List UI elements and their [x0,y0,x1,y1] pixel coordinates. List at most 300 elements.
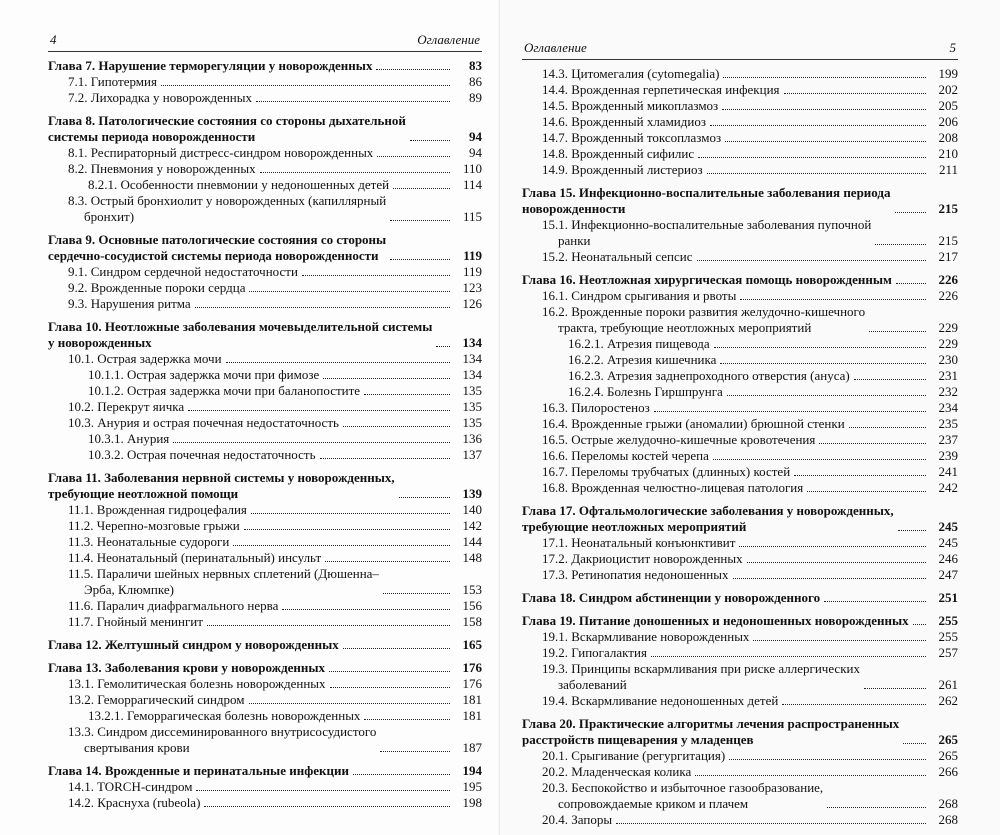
toc-entry-title [542,535,735,551]
toc-page-number: 156 [462,598,482,613]
dot-leader [713,459,926,460]
toc-entry-title [542,432,815,448]
toc-page-number: 268 [938,796,958,811]
toc-page-number: 217 [938,249,958,264]
dot-leader [747,562,926,563]
toc-entry-title-continuation: новорожденности [522,201,626,216]
toc-section-entry[interactable] [522,432,958,448]
toc-entry-title-line: 8.2.1. Особенности пневмонии у недоношенных детей [88,177,390,192]
toc-entry-title [542,146,694,162]
dot-leader [399,497,450,498]
toc-section-entry[interactable] [522,66,958,82]
toc-entry-title [568,336,710,352]
toc-page-number: 266 [938,764,958,779]
dot-leader [720,363,926,364]
toc-chapter-entry[interactable] [48,470,482,502]
dot-leader [729,759,926,760]
dot-leader [903,743,926,744]
toc-section-entry[interactable] [522,780,958,812]
toc-section-entry[interactable] [522,416,958,432]
toc-entry-title-line: 9.3. Нарушения ритма [68,296,191,311]
toc-entry-title [68,724,376,756]
toc-entry-title [48,113,406,145]
toc-entry-title [68,550,321,566]
toc-entry-title [542,764,691,780]
toc-entry-title-line: 19.3. Принципы вскармливания при риске аллергических [542,661,860,676]
toc-section-entry[interactable] [48,415,482,431]
toc-page-number: 235 [938,416,958,431]
table-of-contents-right [522,66,958,828]
toc-page-number: 242 [938,480,958,495]
toc-section-entry[interactable] [522,146,958,162]
toc-section-entry[interactable] [48,676,482,692]
toc-section-entry[interactable] [48,566,482,598]
dot-leader [364,719,450,720]
toc-entry-title-line: 11.4. Неонатальный (перинатальный) инсульт [68,550,322,565]
toc-page-number: 194 [462,763,482,778]
dot-leader [329,671,450,672]
toc-entry-title-line: 10.1. Острая задержка мочи [68,351,222,366]
toc-section-entry[interactable] [522,551,958,567]
toc-page-number: 257 [938,645,958,660]
toc-entry-title [88,383,360,399]
toc-entry-title [542,448,709,464]
toc-entry-title-line: 10.1.2. Острая задержка мочи при баланопостите [88,383,361,398]
toc-entry-title [48,637,339,653]
toc-entry-title [68,502,247,518]
dot-leader [864,688,926,689]
toc-entry-title [68,614,203,630]
dot-leader [410,140,450,141]
dot-leader [173,442,450,443]
toc-entry-title [542,66,719,82]
page-number: 4 [50,32,57,47]
toc-entry-title-line: Глава 13. Заболевания крови у новорожденных [48,660,326,675]
toc-entry-title-line: 13.3. Синдром диссеминированного внутрисосудистого [68,724,377,739]
toc-page-number: 94 [469,129,482,144]
toc-section-entry[interactable] [48,550,482,566]
toc-entry-title-line: Глава 7. Нарушение терморегуляции у новорожденных [48,58,373,73]
toc-entry-title [68,351,222,367]
toc-entry-title [68,264,298,280]
toc-section-entry[interactable] [522,567,958,583]
dot-leader [195,307,450,308]
toc-page-number: 215 [938,233,958,248]
toc-section-entry[interactable] [48,367,482,383]
toc-entry-title-line: 11.7. Гнойный менингит [68,614,203,629]
toc-section-entry[interactable] [522,384,958,400]
dot-leader [794,475,926,476]
toc-entry-title-line: Глава 8. Патологические состояния со стороны дыхательной [48,113,406,128]
toc-entry-title-line: 14.2. Краснуха (rubeola) [68,795,201,810]
toc-chapter-entry[interactable] [48,660,482,676]
toc-entry-title-line: Глава 17. Офтальмологические заболевания у новорожденных, [522,503,894,518]
toc-section-entry[interactable] [48,431,482,447]
toc-entry-title [68,779,192,795]
toc-section-entry[interactable] [48,795,482,811]
toc-page-number: 158 [462,614,482,629]
toc-entry-title [68,415,339,431]
toc-entry-title [48,470,395,502]
toc-entry-title [522,590,820,606]
toc-entry-title-line: 14.3. Цитомегалия (cytomegalia) [542,66,720,81]
toc-section-entry[interactable] [522,98,958,114]
toc-entry-title-line: Глава 19. Питание доношенных и недоношенных новорожденных [522,613,909,628]
toc-page-number: 140 [462,502,482,517]
toc-page-number: 134 [462,335,482,350]
toc-section-entry[interactable] [522,368,958,384]
dot-leader [233,545,450,546]
toc-entry-title-line: 16.2.3. Атрезия заднепроходного отверстия (ануса) [568,368,850,383]
toc-entry-title-line: 11.6. Паралич диафрагмального нерва [68,598,279,613]
toc-entry-title [88,431,169,447]
toc-entry-title [542,400,650,416]
toc-entry-title-line: 10.3. Анурия и острая почечная недостаточность [68,415,339,430]
dot-leader [383,593,450,594]
toc-entry-title [68,90,252,106]
toc-entry-title [68,161,256,177]
toc-page-number: 144 [462,534,482,549]
toc-chapter-entry[interactable] [48,232,482,264]
toc-entry-title [68,692,245,708]
toc-entry-title-line: Глава 10. Неотложные заболевания мочевыделительной системы [48,319,433,334]
toc-section-entry[interactable] [48,724,482,756]
dot-leader [282,609,450,610]
toc-page-number: 123 [462,280,482,295]
toc-entry-title-line: 20.3. Беспокойство и избыточное газообразование, [542,780,824,795]
toc-chapter-entry[interactable] [522,185,958,217]
toc-entry-title [68,74,157,90]
toc-section-entry[interactable] [48,779,482,795]
toc-entry-title-line: 14.6. Врожденный хламидиоз [542,114,706,129]
dot-leader [244,529,450,530]
toc-entry-title-line: 10.3.2. Острая почечная недостаточность [88,447,316,462]
dot-leader [727,395,926,396]
toc-entry-title [88,177,389,193]
dot-leader [827,807,926,808]
toc-entry-title [68,795,200,811]
toc-entry-title-line: 14.9. Врожденный листериоз [542,162,703,177]
toc-entry-title-line: 16.5. Острые желудочно-кишечные кровотечения [542,432,816,447]
toc-entry-title-line: 11.3. Неонатальные судороги [68,534,230,549]
toc-entry-title-line: 19.4. Вскармливание недоношенных детей [542,693,779,708]
dot-leader [740,299,926,300]
dot-leader [913,624,926,625]
toc-section-entry[interactable] [522,812,958,828]
toc-entry-title-continuation: требующие неотложных мероприятий [522,519,747,534]
toc-page-number: 255 [938,629,958,644]
toc-page-number: 246 [938,551,958,566]
running-head: Оглавление [417,32,480,47]
toc-chapter-entry[interactable] [48,113,482,145]
toc-entry-title-line: 14.5. Врожденный микоплазмоз [542,98,719,113]
toc-page-number: 226 [938,272,958,287]
toc-section-entry[interactable] [522,288,958,304]
toc-entry-title-line: 16.3. Пилоростеноз [542,400,650,415]
dot-leader [353,774,450,775]
toc-entry-title-continuation: ранки [558,233,591,248]
toc-page-number: 210 [938,146,958,161]
toc-section-entry[interactable] [48,264,482,280]
toc-section-entry[interactable] [48,399,482,415]
toc-page-number: 245 [938,519,958,534]
toc-entry-title [48,58,372,74]
toc-entry-title [542,114,706,130]
toc-entry-title-line: 10.1.1. Острая задержка мочи при фимозе [88,367,320,382]
toc-page-number: 255 [938,613,958,628]
toc-entry-title-line: 10.2. Перекрут яичка [68,399,185,414]
toc-entry-title-line: 14.8. Врожденный сифилис [542,146,695,161]
dot-leader [854,379,926,380]
toc-entry-title [542,464,790,480]
toc-page-number: 215 [938,201,958,216]
toc-entry-title [48,660,325,676]
toc-section-entry[interactable] [522,352,958,368]
toc-page-number: 135 [462,383,482,398]
toc-chapter-entry[interactable] [48,319,482,351]
dot-leader [824,601,926,602]
toc-page-number: 261 [938,677,958,692]
toc-entry-title-line: Глава 9. Основные патологические состояния со стороны [48,232,387,247]
dot-leader [875,244,926,245]
toc-entry-title-line: 16.8. Врожденная челюстно-лицевая патология [542,480,804,495]
toc-entry-title [542,249,693,265]
toc-entry-title [68,399,184,415]
toc-page-number: 205 [938,98,958,113]
toc-section-entry[interactable] [522,400,958,416]
toc-entry-title-line: 11.5. Параличи шейных нервных сплетений (Дюшенна– [68,566,379,581]
dot-leader [251,513,450,514]
dot-leader [226,362,450,363]
dot-leader [695,775,926,776]
toc-entry-title [522,503,894,535]
toc-page-number: 206 [938,114,958,129]
toc-entry-title-continuation: расстройств пищеварения у младенцев [522,732,754,747]
toc-page-number: 230 [938,352,958,367]
toc-page-number: 176 [462,676,482,691]
toc-section-entry[interactable] [522,535,958,551]
dot-leader [188,410,450,411]
toc-section-entry[interactable] [48,193,482,225]
toc-entry-title-line: Глава 16. Неотложная хирургическая помощь новорожденным [522,272,892,287]
toc-section-entry[interactable] [522,217,958,249]
toc-entry-title [522,716,899,748]
dot-leader [869,331,926,332]
dot-leader [249,703,451,704]
toc-entry-title-line: Глава 12. Желтушный синдром у новорожденных [48,637,339,652]
toc-entry-title-line: 10.3.1. Анурия [88,431,170,446]
toc-entry-title-line: Глава 11. Заболевания нервной системы у новорожденных, [48,470,395,485]
dot-leader [320,458,450,459]
toc-page-number: 198 [462,795,482,810]
toc-entry-title [568,384,723,400]
toc-page-number: 110 [462,161,482,176]
toc-page-number: 187 [462,740,482,755]
toc-section-entry[interactable] [48,708,482,724]
toc-section-entry[interactable] [522,645,958,661]
toc-entry-title [542,304,865,336]
toc-page-number: 265 [938,748,958,763]
toc-entry-title-line: 11.2. Черепно-мозговые грыжи [68,518,240,533]
toc-section-entry[interactable] [48,692,482,708]
toc-page-number: 119 [462,264,482,279]
toc-section-entry[interactable] [522,336,958,352]
dot-leader [377,156,450,157]
toc-section-entry[interactable] [48,161,482,177]
toc-entry-title-line: Глава 15. Инфекционно-воспалительные заболевания периода [522,185,891,200]
toc-section-entry[interactable] [522,130,958,146]
toc-page-number: 268 [938,812,958,827]
toc-page-number: 211 [938,162,958,177]
toc-section-entry[interactable] [522,764,958,780]
toc-chapter-entry[interactable] [48,763,482,779]
toc-entry-title-continuation: системы периода новорожденности [48,129,256,144]
toc-chapter-entry[interactable] [522,503,958,535]
toc-section-entry[interactable] [48,177,482,193]
toc-section-entry[interactable] [48,296,482,312]
toc-page-number: 176 [462,660,482,675]
dot-leader [325,561,450,562]
toc-entry-title-continuation: требующие неотложной помощи [48,486,239,501]
toc-entry-title-line: 16.1. Синдром срыгивания и рвоты [542,288,737,303]
toc-section-entry[interactable] [48,614,482,630]
toc-page-number: 148 [462,550,482,565]
dot-leader [330,687,450,688]
toc-entry-title [68,193,386,225]
toc-page-number: 86 [469,74,482,89]
toc-page-number: 231 [938,368,958,383]
dot-leader [849,427,926,428]
toc-section-entry[interactable] [522,748,958,764]
toc-entry-title-line: 14.7. Врожденный токсоплазмоз [542,130,722,145]
toc-chapter-entry[interactable] [48,637,482,653]
toc-chapter-entry[interactable] [522,272,958,288]
toc-entry-title [48,319,432,351]
toc-page-number: 165 [462,637,482,652]
toc-entry-title-line: 17.2. Дакриоцистит новорожденных [542,551,743,566]
toc-section-entry[interactable] [522,162,958,178]
left-page-header [48,30,482,52]
toc-entry-title [68,145,373,161]
toc-page-number: 94 [469,145,482,160]
dot-leader [343,426,450,427]
toc-entry-title-line: 16.7. Переломы трубчатых (длинных) костей [542,464,791,479]
toc-page-number: 115 [462,209,482,224]
dot-leader [302,275,450,276]
toc-section-entry[interactable] [522,249,958,265]
toc-entry-title [542,288,736,304]
toc-entry-title-continuation: сердечно-сосудистой системы периода новорожденности [48,248,379,263]
dot-leader [896,283,926,284]
toc-section-entry[interactable] [522,304,958,336]
toc-entry-title-line: 20.1. Срыгивание (регургитация) [542,748,726,763]
toc-entry-title [542,162,703,178]
toc-entry-title [542,780,823,812]
toc-entry-title [568,368,850,384]
table-of-contents-left [48,58,482,811]
toc-page-number: 83 [469,58,482,73]
toc-section-entry[interactable] [48,383,482,399]
dot-leader [390,220,450,221]
toc-page-number: 208 [938,130,958,145]
dot-leader [895,212,926,213]
toc-section-entry[interactable] [48,502,482,518]
dot-leader [697,260,927,261]
dot-leader [782,704,926,705]
toc-section-entry[interactable] [48,351,482,367]
toc-entry-title-line: 17.1. Неонатальный конъюнктивит [542,535,736,550]
toc-section-entry[interactable] [522,693,958,709]
toc-chapter-entry[interactable] [48,58,482,74]
toc-page-number: 232 [938,384,958,399]
page-number: 5 [949,40,956,55]
toc-page-number: 137 [462,447,482,462]
toc-entry-title [68,296,191,312]
toc-section-entry[interactable] [48,280,482,296]
dot-leader [323,378,450,379]
toc-entry-title-line: 16.2. Врожденные пороки развития желудочно-кишечного [542,304,866,319]
toc-entry-title [542,629,749,645]
toc-entry-title-line: 13.2.1. Геморрагическая болезнь новорожденных [88,708,361,723]
dot-leader [260,172,450,173]
toc-section-entry[interactable] [522,661,958,693]
toc-section-entry[interactable] [522,82,958,98]
toc-section-entry[interactable] [48,90,482,106]
toc-section-entry[interactable] [522,480,958,496]
dot-leader [364,394,450,395]
dot-leader [343,648,450,649]
toc-chapter-entry[interactable] [522,716,958,748]
toc-section-entry[interactable] [48,534,482,550]
toc-entry-title [542,645,647,661]
toc-section-entry[interactable] [522,464,958,480]
toc-section-entry[interactable] [48,598,482,614]
toc-entry-title-line: 7.1. Гипотермия [68,74,157,89]
toc-entry-title-continuation: свертывания крови [84,740,190,755]
toc-entry-title-line: 8.1. Респираторный дистресс-синдром новорожденных [68,145,374,160]
toc-section-entry[interactable] [522,629,958,645]
dot-leader [723,77,926,78]
toc-section-entry[interactable] [48,518,482,534]
dot-leader [616,823,926,824]
toc-entry-title-line: Глава 20. Практические алгоритмы лечения распространенных [522,716,900,731]
dot-leader [725,141,926,142]
toc-page-number: 139 [462,486,482,501]
toc-section-entry[interactable] [48,447,482,463]
toc-chapter-entry[interactable] [522,613,958,629]
toc-entry-title [68,280,245,296]
toc-page-number: 234 [938,400,958,415]
toc-entry-title [542,480,803,496]
toc-page-number: 265 [938,732,958,747]
toc-entry-title-line: 20.4. Запоры [542,812,613,827]
right-page-header [522,38,958,60]
toc-entry-title [68,676,326,692]
dot-leader [714,347,926,348]
toc-entry-title [88,447,316,463]
toc-entry-title [88,708,360,724]
toc-page-number: 195 [462,779,482,794]
dot-leader [733,578,927,579]
toc-section-entry[interactable] [522,448,958,464]
toc-section-entry[interactable] [522,114,958,130]
toc-entry-title [542,748,725,764]
dot-leader [753,640,926,641]
toc-chapter-entry[interactable] [522,590,958,606]
toc-section-entry[interactable] [48,74,482,90]
dot-leader [207,625,450,626]
toc-section-entry[interactable] [48,145,482,161]
